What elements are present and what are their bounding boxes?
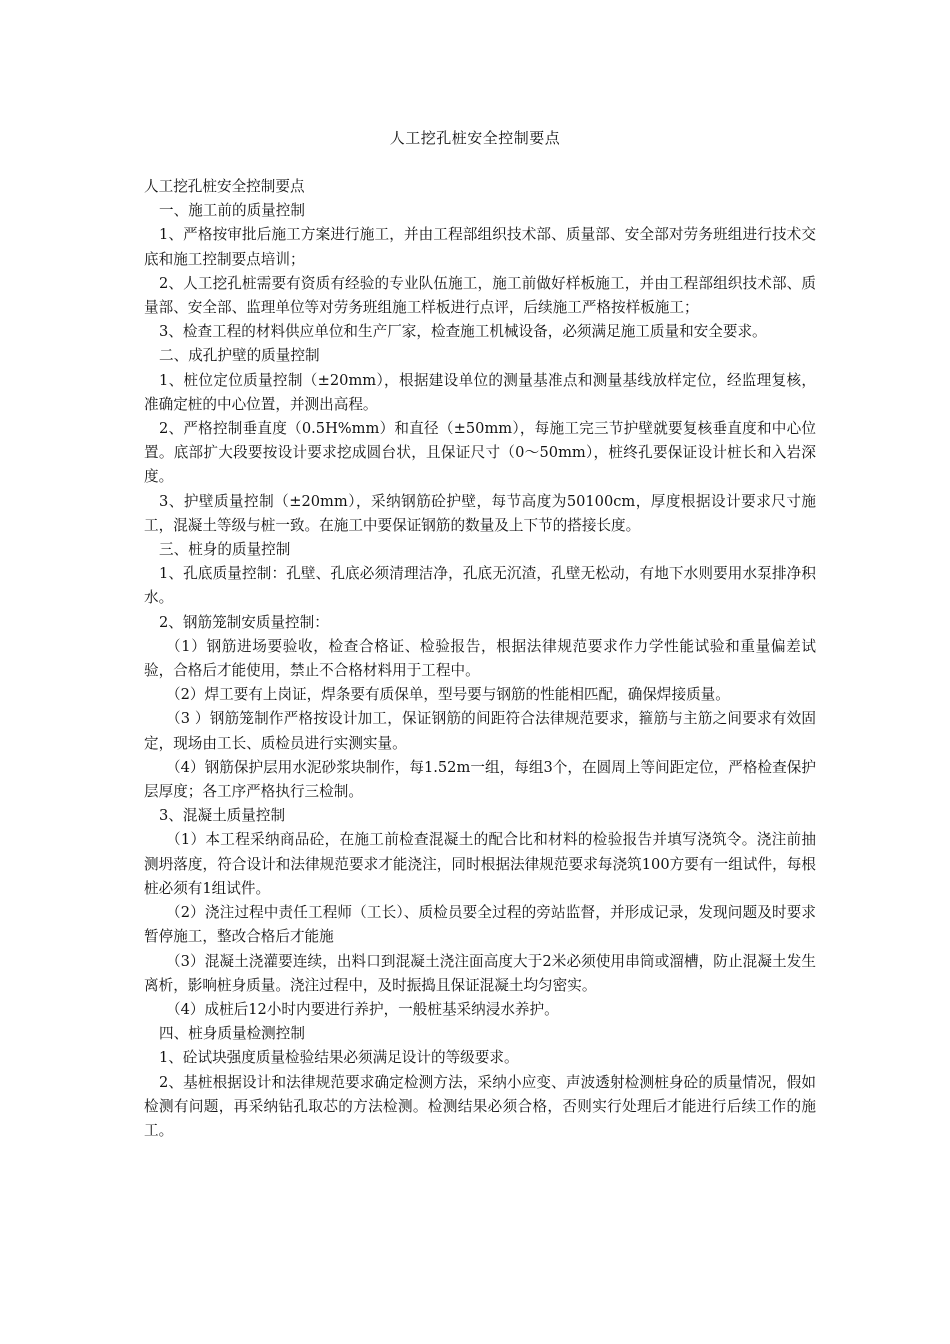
paragraph: 一、施工前的质量控制 xyxy=(159,202,305,220)
paragraph: 1、桩位定位质量控制（±20mm），根据建设单位的测量基准点和测量基线放样定位，经监理复核，准确定桩的中心位置，并测出高程。 xyxy=(144,371,816,413)
paragraph: 2、基桩根据设计和法律规范要求确定检测方法，采纳小应变、声波透射检测桩身砼的质量情况，假如检测有问题，再采纳钻孔取芯的方法检测。检测结果必须合格，否则实行处理后才能进行后续工作的施工。 xyxy=(144,1073,816,1139)
paragraph: 1、严格按审批后施工方案进行施工，并由工程部组织技术部、质量部、安全部对劳务班组进行技术交底和施工控制要点培训； xyxy=(144,226,816,268)
paragraph: （1）本工程采纳商品砼，在施工前检查混凝土的配合比和材料的检验报告并填写浇筑令。浇注前抽测坍落度，符合设计和法律规范要求才能浇注，同时根据法律规范要求每浇筑100方要有一组试件，每根桩必须有1组试件。 xyxy=(144,831,816,897)
paragraph: （4）钢筋保护层用水泥砂浆块制作，每1.52m一组，每组3个，在圆周上等间距定位，严格检查保护层厚度；各工序严格执行三检制。 xyxy=(144,758,816,801)
paragraph: （3 ）钢筋笼制作严格按设计加工，保证钢筋的间距符合法律规范要求，箍筋与主筋之间要求有效固定，现场由工长、质检员进行实测实量。 xyxy=(144,710,816,752)
paragraph: 1、孔底质量控制：孔壁、孔底必须清理洁净，孔底无沉渣，孔壁无松动，有地下水则要用水泵排净积水。 xyxy=(144,565,816,607)
paragraph: 1、砼试块强度质量检验结果必须满足设计的等级要求。 xyxy=(159,1049,519,1067)
paragraph: （2）焊工要有上岗证，焊条要有质保单，型号要与钢筋的性能相匹配，确保焊接质量。 xyxy=(166,686,730,704)
paragraph: 3、护壁质量控制（±20mm），采纳钢筋砼护壁，每节高度为50100cm，厚度根据设计要求尺寸施工，混凝土等级与桩一致。在施工中要保证钢筋的数量及上下节的搭接长度。 xyxy=(144,492,816,534)
paragraph: （3）混凝土浇灌要连续，出料口到混凝土浇注面高度大于2米必须使用串筒或溜槽，防止混凝土发生离析，影响桩身质量。浇注过程中，及时振捣且保证混凝土均匀密实。 xyxy=(144,952,816,994)
paragraph: 3、混凝土质量控制 xyxy=(159,807,286,825)
paragraph: （2）浇注过程中责任工程师（工长）、质检员要全过程的旁站监督，并形成记录，发现问题及时要求暂停施工，整改合格后才能施 xyxy=(144,904,816,946)
paragraph: 二、成孔护壁的质量控制 xyxy=(159,347,320,365)
paragraph: 2、人工挖孔桩需要有资质有经验的专业队伍施工，施工前做好样板施工，并由工程部组织技术部、质量部、安全部、监理单位等对劳务班组施工样板进行点评，后续施工严格按样板施工； xyxy=(144,274,816,317)
paragraph: 四、桩身质量检测控制 xyxy=(159,1025,305,1043)
paragraph: 2、钢筋笼制安质量控制： xyxy=(159,613,329,631)
paragraph: 人工挖孔桩安全控制要点 xyxy=(144,178,305,195)
paragraph: 2、严格控制垂直度（0.5H%mm）和直径（±50mm），每施工完三节护壁就要复核垂直度和中心位置。底部扩大段要按设计要求挖成圆台状，且保证尺寸（0～50mm），桩终孔要保证设计桩长和入岩深度。 xyxy=(144,420,816,486)
document-title: 人工挖孔桩安全控制要点 xyxy=(389,129,561,147)
document-body xyxy=(144,175,816,1143)
paragraph: （4）成桩后12小时内要进行养护，一般桩基采纳浸水养护。 xyxy=(166,1000,559,1018)
paragraph: 三、桩身的质量控制 xyxy=(159,541,291,559)
paragraph: 3、检查工程的材料供应单位和生产厂家，检查施工机械设备，必须满足施工质量和安全要求。 xyxy=(159,323,767,341)
paragraph: （1）钢筋进场要验收，检查合格证、检验报告，根据法律规范要求作力学性能试验和重量偏差试验，合格后才能使用，禁止不合格材料用于工程中。 xyxy=(144,637,816,680)
